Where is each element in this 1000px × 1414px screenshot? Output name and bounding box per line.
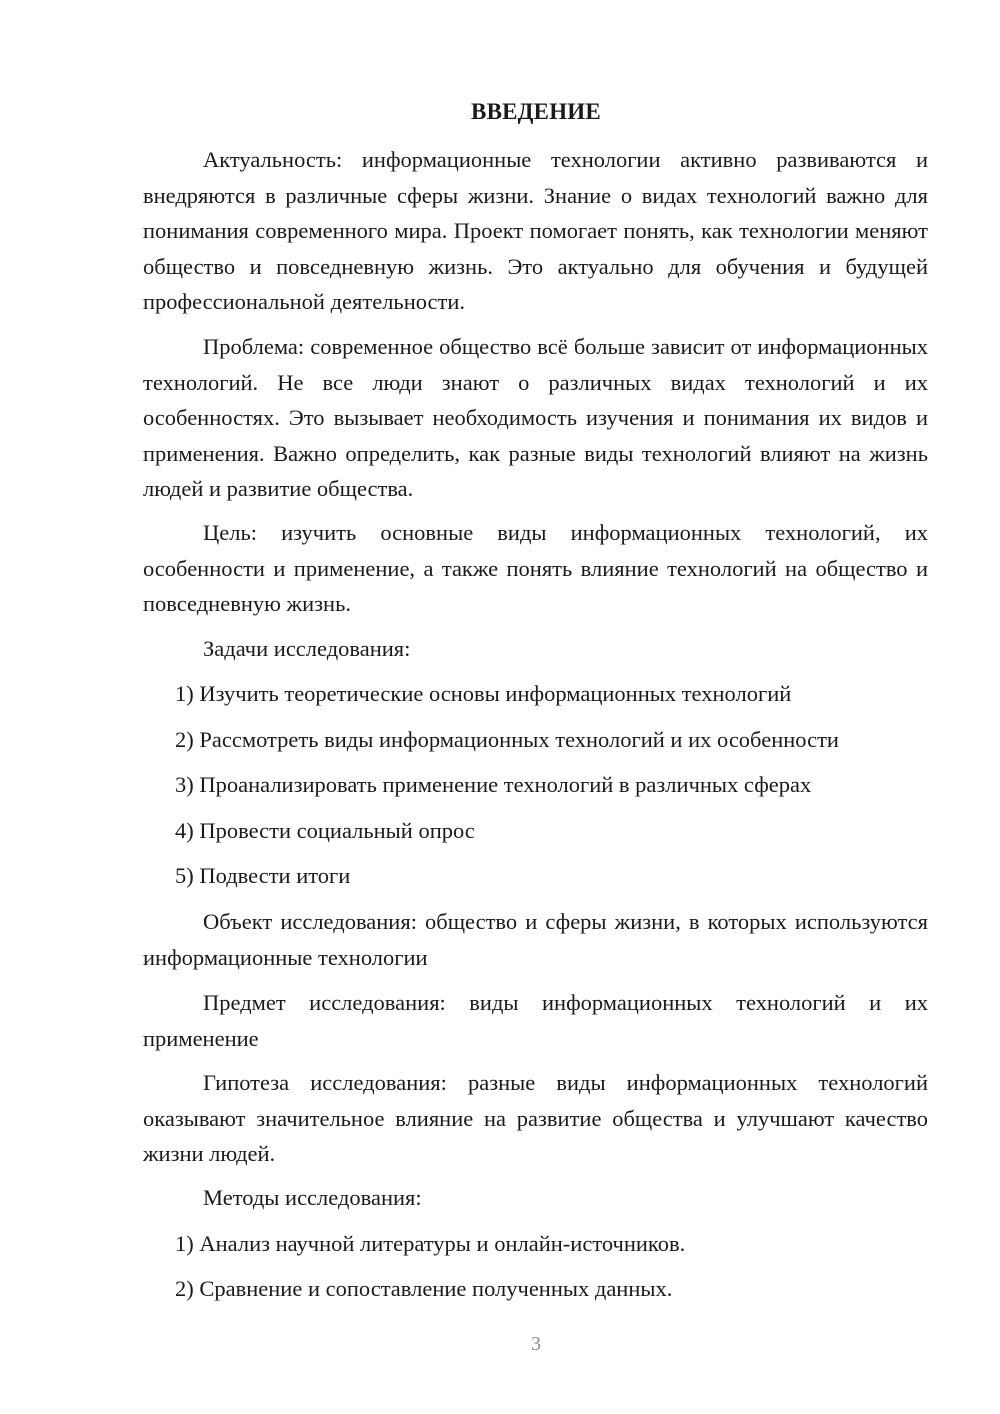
problem-paragraph: Проблема: современное общество всё больше зависит от информационных технологий. Не все люди знают о различных видах технологий и их особенностях. Это вызывает необходимость изучения и понимания их видов и применения. Важно определить, как разные виды технологий влияют на жизнь людей и развитие общества. [143, 334, 928, 501]
task-item: 3) Проанализировать применение технологий в различных сферах [175, 772, 812, 797]
page-number: 3 [531, 1333, 541, 1355]
tasks-heading: Задачи исследования: [203, 636, 411, 661]
subject-paragraph: Предмет исследования: виды информационных технологий и их применение [143, 990, 928, 1051]
task-item: 5) Подвести итоги [175, 863, 351, 888]
relevance-paragraph: Актуальность: информационные технологии активно развиваются и внедряются в различные сферы жизни. Знание о видах технологий важно для понимания современного мира. Проект помогает понять, как технологии меняют общество и повседневную жизнь. Это актуально для обучения и будущей профессиональной деятельности. [143, 147, 928, 314]
method-item: 2) Сравнение и сопоставление полученных данных. [175, 1276, 673, 1301]
task-item: 2) Рассмотреть виды информационных технологий и их особенности [175, 727, 839, 752]
method-item: 1) Анализ научной литературы и онлайн-источников. [175, 1231, 686, 1256]
task-item: 4) Провести социальный опрос [175, 818, 475, 843]
object-paragraph: Объект исследования: общество и сферы жизни, в которых используются информационные технологии [143, 909, 928, 970]
page-title: ВВЕДЕНИЕ [471, 99, 601, 124]
task-item: 1) Изучить теоретические основы информационных технологий [175, 681, 792, 706]
goal-paragraph: Цель: изучить основные виды информационных технологий, их особенности и применение, а также понять влияние технологий на общество и повседневную жизнь. [143, 520, 928, 616]
methods-heading: Методы исследования: [203, 1185, 422, 1210]
hypothesis-paragraph: Гипотеза исследования: разные виды информационных технологий оказывают значительное влияние на развитие общества и улучшают качество жизни людей. [143, 1070, 928, 1166]
